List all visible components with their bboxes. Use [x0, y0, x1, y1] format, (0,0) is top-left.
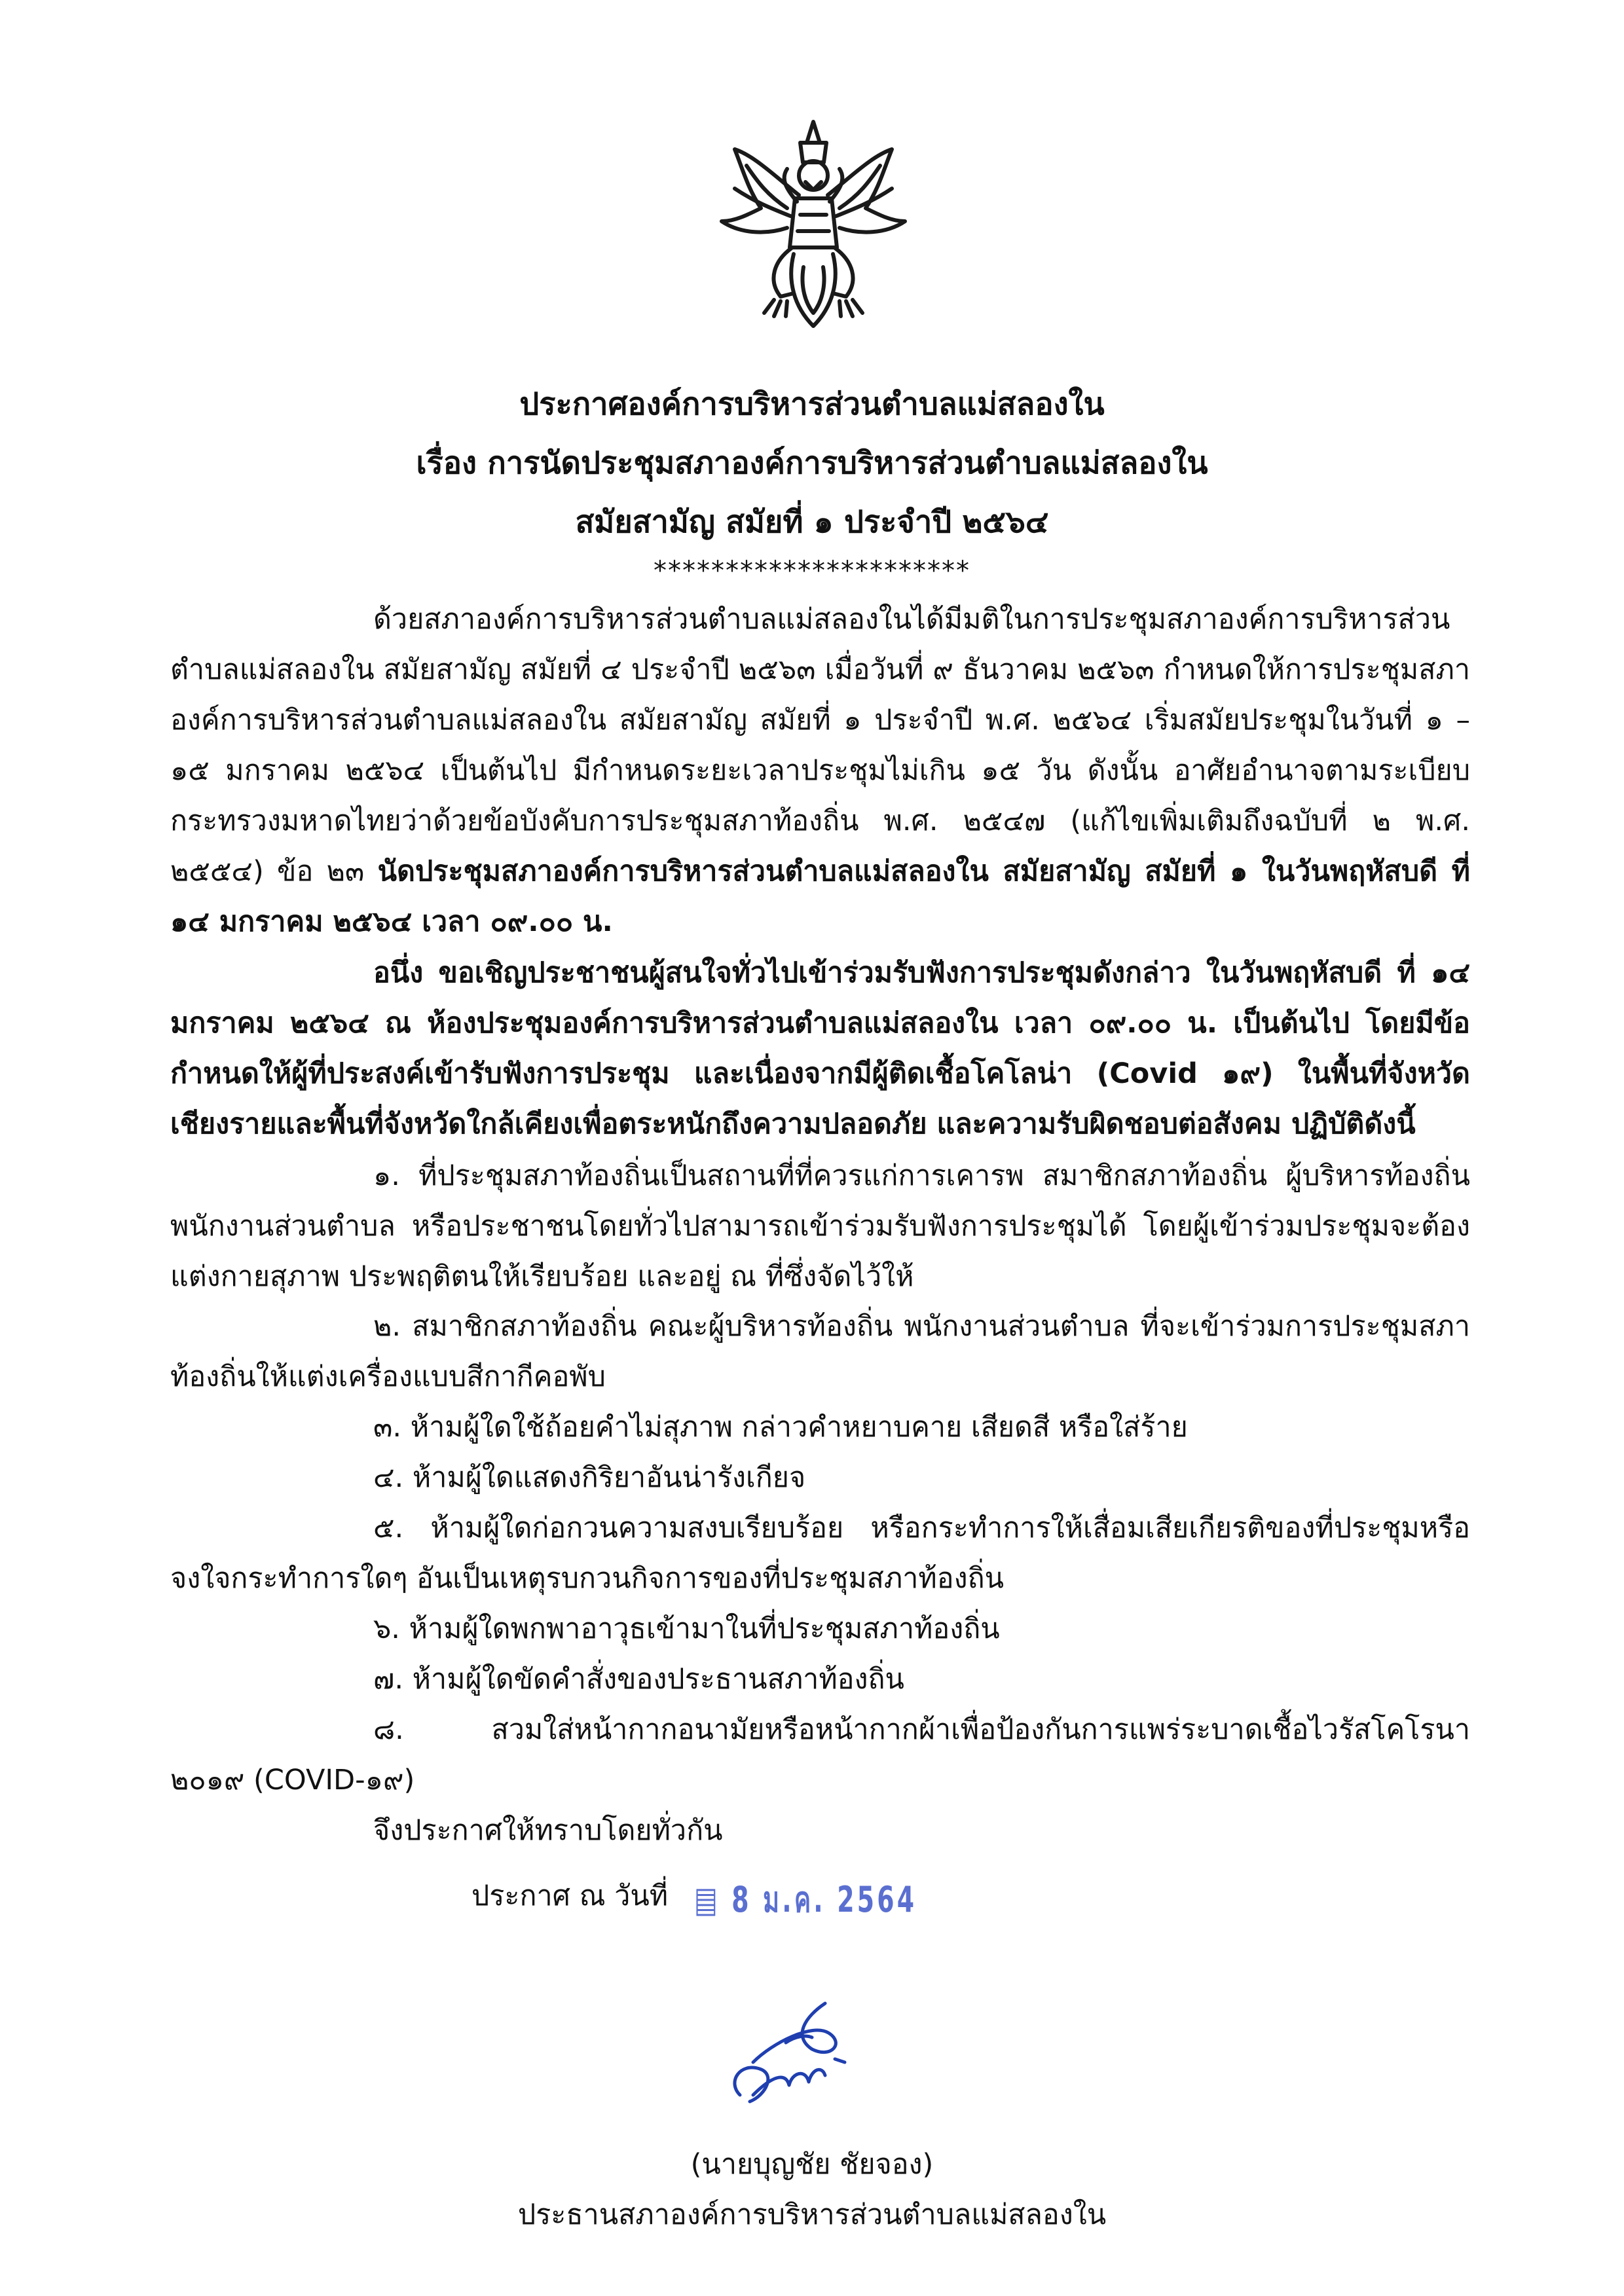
rule-item-8-text: ๘. สวมใส่หน้ากากอนามัยหรือหน้ากากผ้าเพื่อป้องกันการแพร่ระบาดเชื้อไวรัสโคโรนา ๒๐๑๙ (COVID-๑๙) — [170, 1713, 1470, 1796]
signature-icon — [714, 1997, 877, 2118]
rule-item-5-text: ๕. ห้ามผู้ใดก่อกวนความสงบเรียบร้อย หรือกระทำการให้เสื่อมเสียเกียรติของที่ประชุมหรือจงใจกระทำการใดๆ อันเป็นเหตุรบกวนกิจการของที่ประชุมสภาท้องถิ่น — [170, 1512, 1470, 1595]
date-stamp — [694, 1871, 917, 1927]
announcement-date-label: ประกาศ ณ วันที่ — [471, 1880, 669, 1912]
closing-line: จึงประกาศให้ทราบโดยทั่วกัน — [373, 1814, 723, 1847]
rule-item-1 — [170, 1151, 1470, 1302]
rule-item-5 — [170, 1503, 1470, 1604]
rule-item-2-text: ๒. สมาชิกสภาท้องถิ่น คณะผู้บริหารท้องถิ่น พนักงานส่วนตำบล ที่จะเข้าร่วมการประชุมสภาท้องถิ่นให้แต่งเครื่องแบบสีกากีคอพับ — [170, 1310, 1470, 1393]
announcement-title: ประกาศองค์การบริหารส่วนตำบลแม่สลองใน — [519, 386, 1105, 422]
meeting-notice-text: นัดประชุมสภาองค์การบริหารส่วนตำบลแม่สลองใน สมัยสามัญ สมัยที่ ๑ ในวันพฤหัสบดี ที่ ๑๔ มกราคม ๒๕๖๔ เวลา ๐๙.๐๐ น. — [170, 855, 1470, 938]
signatory-name: (นายบุญชัย ชัยจอง) — [690, 2148, 934, 2181]
rule-item-6: ๖. ห้ามผู้ใดพกพาอาวุธเข้ามาในที่ประชุมสภาท้องถิ่น — [373, 1613, 1000, 1645]
paragraph-public-invitation — [170, 948, 1470, 1150]
garuda-emblem-icon — [709, 117, 918, 339]
date-stamp-text: 8 ม.ค. 2564 — [731, 1879, 917, 1920]
announcement-subject: เรื่อง การนัดประชุมสภาองค์การบริหารส่วนตำบลแม่สลองใน — [416, 445, 1208, 481]
rule-item-7: ๗. ห้ามผู้ใดขัดคำสั่งของประธานสภาท้องถิ่น — [373, 1663, 904, 1696]
announcement-session: สมัยสามัญ สมัยที่ ๑ ประจำปี ๒๕๖๔ — [575, 504, 1049, 540]
paragraph-resolution-text: ด้วยสภาองค์การบริหารส่วนตำบลแม่สลองในได้มีมติในการประชุมสภาองค์การบริหารส่วนตำบลแม่สลองใน สมัยสามัญ สมัยที่ ๔ ประจำปี ๒๕๖๓ เมื่อวันที่ ๙ ธันวาคม ๒๕๖๓ กำหนดให้การประชุมสภาองค์การบริหารส่วนตำบลแม่สลองใน สมัยสามัญ สมัยที่ ๑ ประจำปี พ.ศ. ๒๕๖๔ เริ่มสมัยประชุมในวันที่ ๑ – ๑๕ มกราคม ๒๕๖๔ เป็นต้นไป มีกำหนดระยะเวลาประชุมไม่เกิน ๑๕ วัน ดังนั้น อาศัยอำนาจตามระเบียบกระทรวงมหาดไทยว่าด้วยข้อบังคับการประชุมสภาท้องถิ่น พ.ศ. ๒๕๔๗ (แก้ไขเพิ่มเติมถึงฉบับที่ ๒ พ.ศ. ๒๕๕๔) ข้อ ๒๓ — [170, 603, 1471, 888]
rule-item-3: ๓. ห้ามผู้ใดใช้ถ้อยคำไม่สุภาพ กล่าวคำหยาบคาย เสียดสี หรือใส่ร้าย — [373, 1411, 1188, 1444]
rule-item-8 — [170, 1705, 1470, 1806]
rule-item-2 — [170, 1302, 1470, 1402]
rule-item-4: ๔. ห้ามผู้ใดแสดงกิริยาอันน่ารังเกียจ — [373, 1461, 806, 1494]
date-stamp-mark: ▤ — [694, 1879, 732, 1920]
rule-item-1-text: ๑. ที่ประชุมสภาท้องถิ่นเป็นสถานที่ที่ควรแก่การเคารพ สมาชิกสภาท้องถิ่น ผู้บริหารท้องถิ่นพนักงานส่วนตำบล หรือประชาชนโดยทั่วไปสามารถเข้าร่วมรับฟังการประชุมได้ โดยผู้เข้าร่วมประชุมจะต้องแต่งกายสุภาพ ประพฤติตนให้เรียบร้อย และอยู่ ณ ที่ซึ่งจัดไว้ให้ — [170, 1159, 1470, 1293]
paragraph-public-invitation-text: อนึ่ง ขอเชิญประชาชนผู้สนใจทั่วไปเข้าร่วมรับฟังการประชุมดังกล่าว ในวันพฤหัสบดี ที่ ๑๔ มกราคม ๒๕๖๔ ณ ห้องประชุมองค์การบริหารส่วนตำบลแม่สลองใน เวลา ๐๙.๐๐ น. เป็นต้นไป โดยมีข้อกำหนดให้ผู้ที่ประสงค์เข้ารับฟังการประชุม และเนื่องจากมีผู้ติดเชื้อโคโลน่า (Covid ๑๙) ในพื้นที่จังหวัดเชียงรายและพื้นที่จังหวัดใกล้เคียงเพื่อตระหนักถึงความปลอดภัย และความรับผิดชอบต่อสังคม ปฏิบัติดังนี้ — [170, 957, 1470, 1140]
paragraph-resolution — [170, 594, 1470, 947]
header-divider: ********************** — [654, 556, 970, 586]
signatory-title: ประธานสภาองค์การบริหารส่วนตำบลแม่สลองใน — [517, 2198, 1107, 2231]
